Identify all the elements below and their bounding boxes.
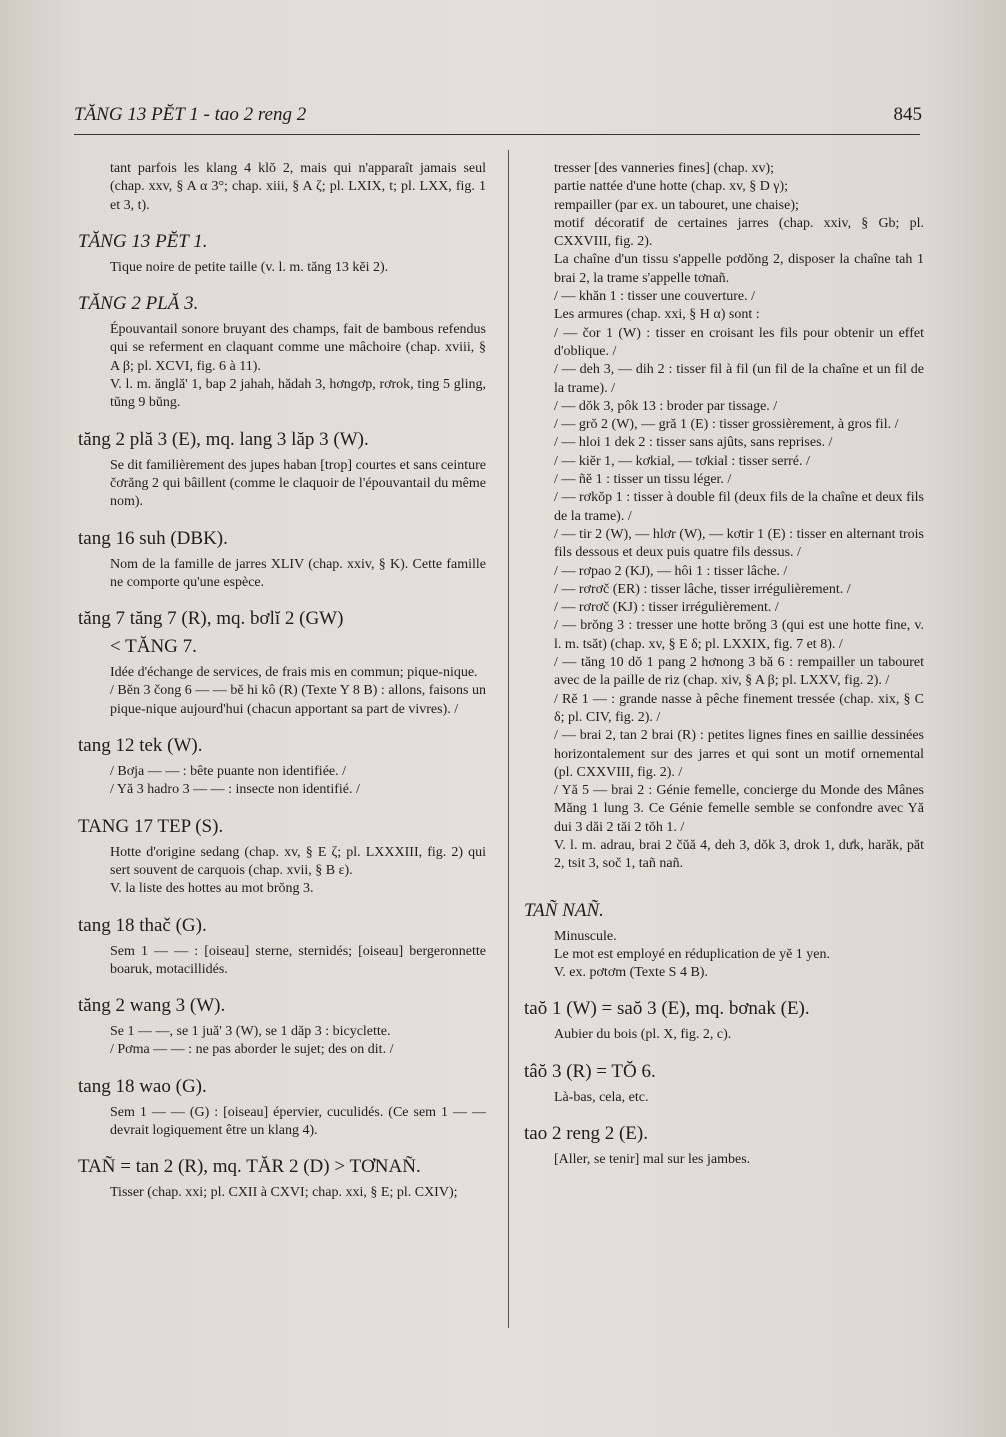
entry-text: Sem 1 — — : [oiseau] sterne, sternidés; [oiseau] bergeronnette boaruk, motacillidés. [110, 943, 486, 977]
headword: tăng 2 plă 3 (E), mq. lang 3 lăp 3 (W). [78, 428, 369, 450]
header-headwords: TĂNG 13 PĔT 1 - tao 2 reng 2 [74, 104, 307, 125]
entry-text: Le mot est employé en réduplication de yĕ 1 yen. [554, 946, 831, 962]
headword: taŏ 1 (W) = saŏ 3 (E), mq. bơnak (E). [524, 998, 810, 1020]
entry-text: rempailler (par ex. un tabouret, une chaise); [554, 197, 799, 213]
entry-text: / — rơkŏp 1 : tisser à double fil (deux fils de la chaîne et deux fils de la trame). / [554, 490, 924, 524]
entry-text: Les armures (chap. xxi, § H α) sont : [554, 307, 760, 323]
entry-text: Aubier du bois (pl. X, fig. 2, c). [554, 1027, 732, 1043]
entry-text: Sem 1 — — (G) : [oiseau] épervier, cuculidés. (Ce sem 1 — — devrait logiquement être un klang 4). [110, 1104, 486, 1139]
entry-text: partie nattée d'une hotte (chap. xv, § D γ); [554, 179, 789, 195]
entry-text: tresser [des vanneries fines] (chap. xv); [554, 161, 775, 176]
entry-text: / Rĕ 1 — : grande nasse à pêche finement tressée (chap. xix, § C δ; pl. CIV, fig. 2). / [554, 691, 924, 725]
entry-text: / — rơpao 2 (KJ), — hôi 1 : tisser lâche. / [554, 563, 788, 579]
entry-text: Épouvantail sonore bruyant des champs, fait de bambous refendus qui se referment en claquant comme une mâchoire (chap. xviii, § A β; pl. XCVI, fig. 6 à 11). [110, 322, 486, 374]
entry-text: / — grŏ 2 (W), — gră 1 (E) : tisser grossièrement, à gros fil. / [554, 417, 899, 433]
page-number: 845 [893, 104, 922, 125]
entry-text: / — ñĕ 1 : tisser un tissu léger. / [554, 472, 732, 488]
entry-text: / Bĕn 3 čong 6 — — bĕ hi kô (R) (Texte Y 8 B) : allons, faisons un pique-nique aujourd'hui (chacun apportant sa part de vivres). / [110, 683, 486, 717]
headword: tâŏ 3 (R) = TŎ 6. [524, 1060, 656, 1082]
entry-text: / Yă 3 hadro 3 — — : insecte non identifié. / [110, 782, 360, 798]
entry-text: / Yă 5 — brai 2 : Génie femelle, concierge du Monde des Mânes Măng 1 lung 3. Ce Génie femelle semble se confondre avec Yă dui 3 dăi 2 tăi 2 tŏh 1. / [554, 783, 924, 835]
headword: tang 18 thač (G). [78, 914, 207, 936]
entry-text: / — khăn 1 : tisser une couverture. / [554, 289, 756, 305]
entry-text: / — hloi 1 dek 2 : tisser sans ajûts, sans reprises. / [554, 435, 833, 451]
headword-continuation: < TĂNG 7. [110, 636, 197, 658]
headword: tang 12 tek (W). [78, 735, 203, 757]
entry-text: motif décoratif de certaines jarres (chap. xxiv, § Gb; pl. CXXVIII, fig. 2). [554, 215, 924, 250]
entry-text: V. l. m. adrau, brai 2 čŭă 4, deh 3, dŏk 3, drok 1, dưk, harăk, păt 2, tsit 3, soč 1, tañ nañ. [554, 837, 924, 872]
headword: tao 2 reng 2 (E). [524, 1123, 648, 1145]
entry-text: / — rơrơč (ER) : tisser lâche, tisser irrégulièrement. / [554, 581, 851, 597]
entry-text: Tisser (chap. xxi; pl. CXII à CXVI; chap. xxi, § E; pl. CXIV); [110, 1185, 458, 1201]
header-rule [74, 134, 920, 135]
entry-text: Se 1 — —, se 1 juă' 3 (W), se 1 dăp 3 : bicyclette. [110, 1024, 391, 1040]
entry-text: V. l. m. ănglă' 1, bap 2 jahah, hădah 3, hơngơp, rơrok, ting 5 gling, tŭng 9 bŭng. [110, 377, 486, 411]
entry-text: / — tir 2 (W), — hlơr (W), — kơtir 1 (E) : tisser en alternant trois fils dessous et deux puis quatre fils dessus. / [554, 526, 924, 561]
entry-text: La chaîne d'un tissu s'appelle pơdŏng 2, disposer la chaîne tah 1 brai 2, la trame s'appelle tơnañ. [554, 252, 924, 286]
headword: tang 18 wao (G). [78, 1075, 207, 1097]
entry-text: / Pơma — — : ne pas aborder le sujet; des on dit. / [110, 1042, 394, 1058]
headword: TĂNG 13 PĔT 1. [78, 230, 208, 252]
entry-text: / — dŏk 3, pôk 13 : broder par tissage. / [554, 398, 778, 414]
entry-text: Minuscule. [554, 928, 617, 944]
entry-text: Là-bas, cela, etc. [554, 1089, 649, 1105]
running-header [74, 104, 922, 130]
headword: tang 16 suh (DBK). [78, 527, 228, 549]
entry-text: Se dit familièrement des jupes haban [trop] courtes et sans ceinture čơrăng 2 qui bâillent (comme le claquoir de l'épouvantail du même nom). [110, 457, 486, 510]
entry-text: / — brŏng 3 : tresser une hotte brŏng 3 (qui est une hotte fine, v. l. m. tsăt) (chap. xv, § E δ; pl. LXXIX, fig. 7 et 8). / [554, 618, 924, 652]
entry-text: [Aller, se tenir] mal sur les jambes. [554, 1152, 751, 1168]
entry-text: / Bơja — — : bête puante non identifiée. / [110, 764, 347, 780]
entry-text: V. ex. pơtơm (Texte S 4 B). [554, 965, 708, 981]
entry-text: Idée d'échange de services, de frais mis en commun; pique-nique. [110, 665, 478, 681]
left-column [78, 160, 486, 1203]
headword: tăng 2 wang 3 (W). [78, 995, 226, 1017]
column-divider [508, 150, 509, 1328]
headword: TAÑ = tan 2 (R), mq. TĂR 2 (D) > TƠNAÑ. [78, 1156, 421, 1178]
right-column [524, 160, 924, 1169]
headword: TĂNG 2 PLĂ 3. [78, 293, 199, 315]
headword: TAÑ NAÑ. [524, 899, 604, 921]
entry-text: / — brai 2, tan 2 brai (R) : petites lignes fines en saillie dessinées horizontalement sur des jarres et qui sont un motif ornemental (pl. CXXVIII, fig. 2). / [554, 728, 924, 780]
entry-text: Hotte d'origine sedang (chap. xv, § E ζ; pl. LXXXIII, fig. 2) qui sert souvent de carquois (chap. xvii, § B ε). [110, 844, 486, 878]
entry-text: / — tăng 10 dŏ 1 pang 2 hơnong 3 bă 6 : rempailler un tabouret avec de la paille de riz (chap. xiv, § A β; pl. LXXV, fig. 2). / [554, 655, 924, 689]
headword: tăng 7 tăng 7 (R), mq. bơlĭ 2 (GW) [78, 608, 344, 630]
entry-text: / — deh 3, — dih 2 : tisser fil à fil (un fil de la chaîne et un fil de la trame). / [554, 362, 924, 396]
entry-text: / — čor 1 (W) : tisser en croisant les fils pour obtenir un effet d'oblique. / [554, 325, 924, 359]
entry-text: / — rơrơč (KJ) : tisser irrégulièrement. / [554, 600, 779, 616]
entry-text: / — kiĕr 1, — kơkial, — tơkial : tisser serré. / [554, 453, 810, 469]
entry-text: Nom de la famille de jarres XLIV (chap. xxiv, § K). Cette famille ne comporte qu'une espèce. [110, 556, 486, 590]
entry-text: Tique noire de petite taille (v. l. m. tăng 13 kĕi 2). [110, 259, 389, 275]
headword: TANG 17 TEP (S). [78, 815, 224, 837]
entry-text: V. la liste des hottes au mot brŏng 3. [110, 881, 314, 897]
entry-text: tant parfois les klang 4 klŏ 2, mais qui n'apparaît jamais seul (chap. xxv, § A α 3°; chap. xiii, § A ζ; pl. LXIX, t; pl. LXX, fig. 1 et 3, t). [110, 161, 486, 213]
